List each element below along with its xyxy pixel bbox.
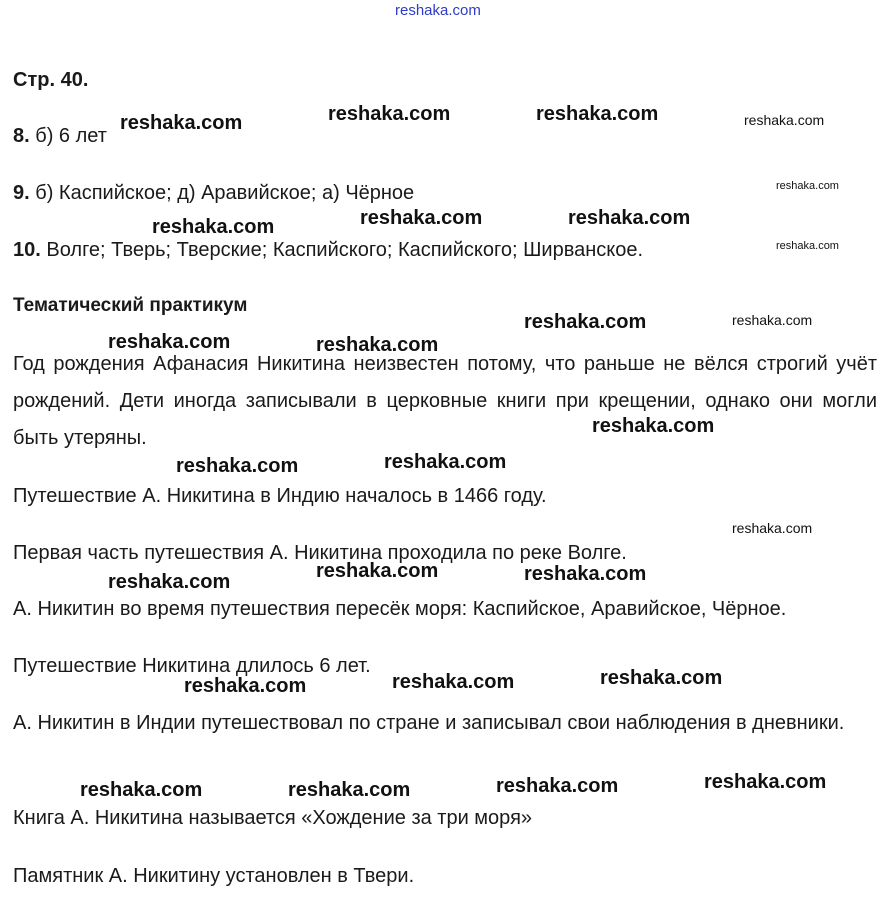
answer-10 — [13, 238, 643, 262]
watermark: reshaka.com — [524, 311, 647, 333]
top-watermark: reshaka.com — [395, 2, 481, 19]
watermark: reshaka.com — [108, 571, 231, 593]
watermark: reshaka.com — [592, 415, 715, 437]
paragraph-seas: А. Никитин во время путешествия пересёк моря: Каспийское, Аравийское, Чёрное. — [13, 598, 787, 620]
paragraph-start: Путешествие А. Никитина в Индию началось в 1466 году. — [13, 485, 547, 507]
watermark: reshaka.com — [704, 771, 827, 793]
watermark: reshaka.com — [392, 671, 515, 693]
watermark: reshaka.com — [600, 667, 723, 689]
watermark: reshaka.com — [184, 675, 307, 697]
page-label: Стр. 40. — [13, 69, 89, 91]
watermark: reshaka.com — [732, 520, 813, 536]
answer-number: 10. — [13, 239, 41, 261]
watermark: reshaka.com — [288, 779, 411, 801]
watermark: reshaka.com — [316, 560, 439, 582]
section-title: Тематический практикум — [13, 295, 248, 316]
watermark: reshaka.com — [524, 563, 647, 585]
paragraph-india: А. Никитин в Индии путешествовал по стране и записывал свои наблюдения в дневники. — [13, 712, 845, 734]
watermark: reshaka.com — [732, 312, 813, 328]
paragraph-monument: Памятник А. Никитину установлен в Твери. — [13, 865, 415, 887]
watermark: reshaka.com — [328, 103, 451, 125]
watermark: reshaka.com — [776, 240, 839, 252]
watermark: reshaka.com — [80, 779, 203, 801]
watermark: reshaka.com — [776, 180, 839, 192]
watermark: reshaka.com — [384, 451, 507, 473]
watermark: reshaka.com — [568, 207, 691, 229]
answer-number: 8. — [13, 125, 30, 147]
answer-text: Волге; Тверь; Тверские; Каспийского; Каспийского; Ширванское. — [40, 239, 644, 261]
answer-9 — [13, 181, 414, 205]
watermark: reshaka.com — [496, 775, 619, 797]
answer-text: б) Каспийское; д) Аравийское; а) Чёрное — [29, 182, 415, 204]
watermark: reshaka.com — [120, 112, 243, 134]
paragraph-book: Книга А. Никитина называется «Хождение за три моря» — [13, 807, 533, 829]
watermark: reshaka.com — [744, 112, 825, 128]
watermark: reshaka.com — [176, 455, 299, 477]
watermark: reshaka.com — [536, 103, 659, 125]
answer-8 — [13, 124, 107, 148]
answer-number: 9. — [13, 182, 30, 204]
answer-text: б) 6 лет — [29, 125, 107, 147]
watermark: reshaka.com — [152, 216, 275, 238]
paragraph-birth: Год рождения Афанасия Никитина неизвестен потому, что раньше не вёлся строгий учёт рождений. Дети иногда записывали в церковные книги при крещении, однако они могли быть утеряны. — [13, 353, 877, 449]
paragraph-duration: Путешествие Никитина длилось 6 лет. — [13, 655, 371, 677]
watermark: reshaka.com — [316, 334, 439, 356]
paragraph-volga: Первая часть путешествия А. Никитина проходила по реке Волге. — [13, 542, 627, 564]
watermark: reshaka.com — [108, 331, 231, 353]
watermark: reshaka.com — [360, 207, 483, 229]
